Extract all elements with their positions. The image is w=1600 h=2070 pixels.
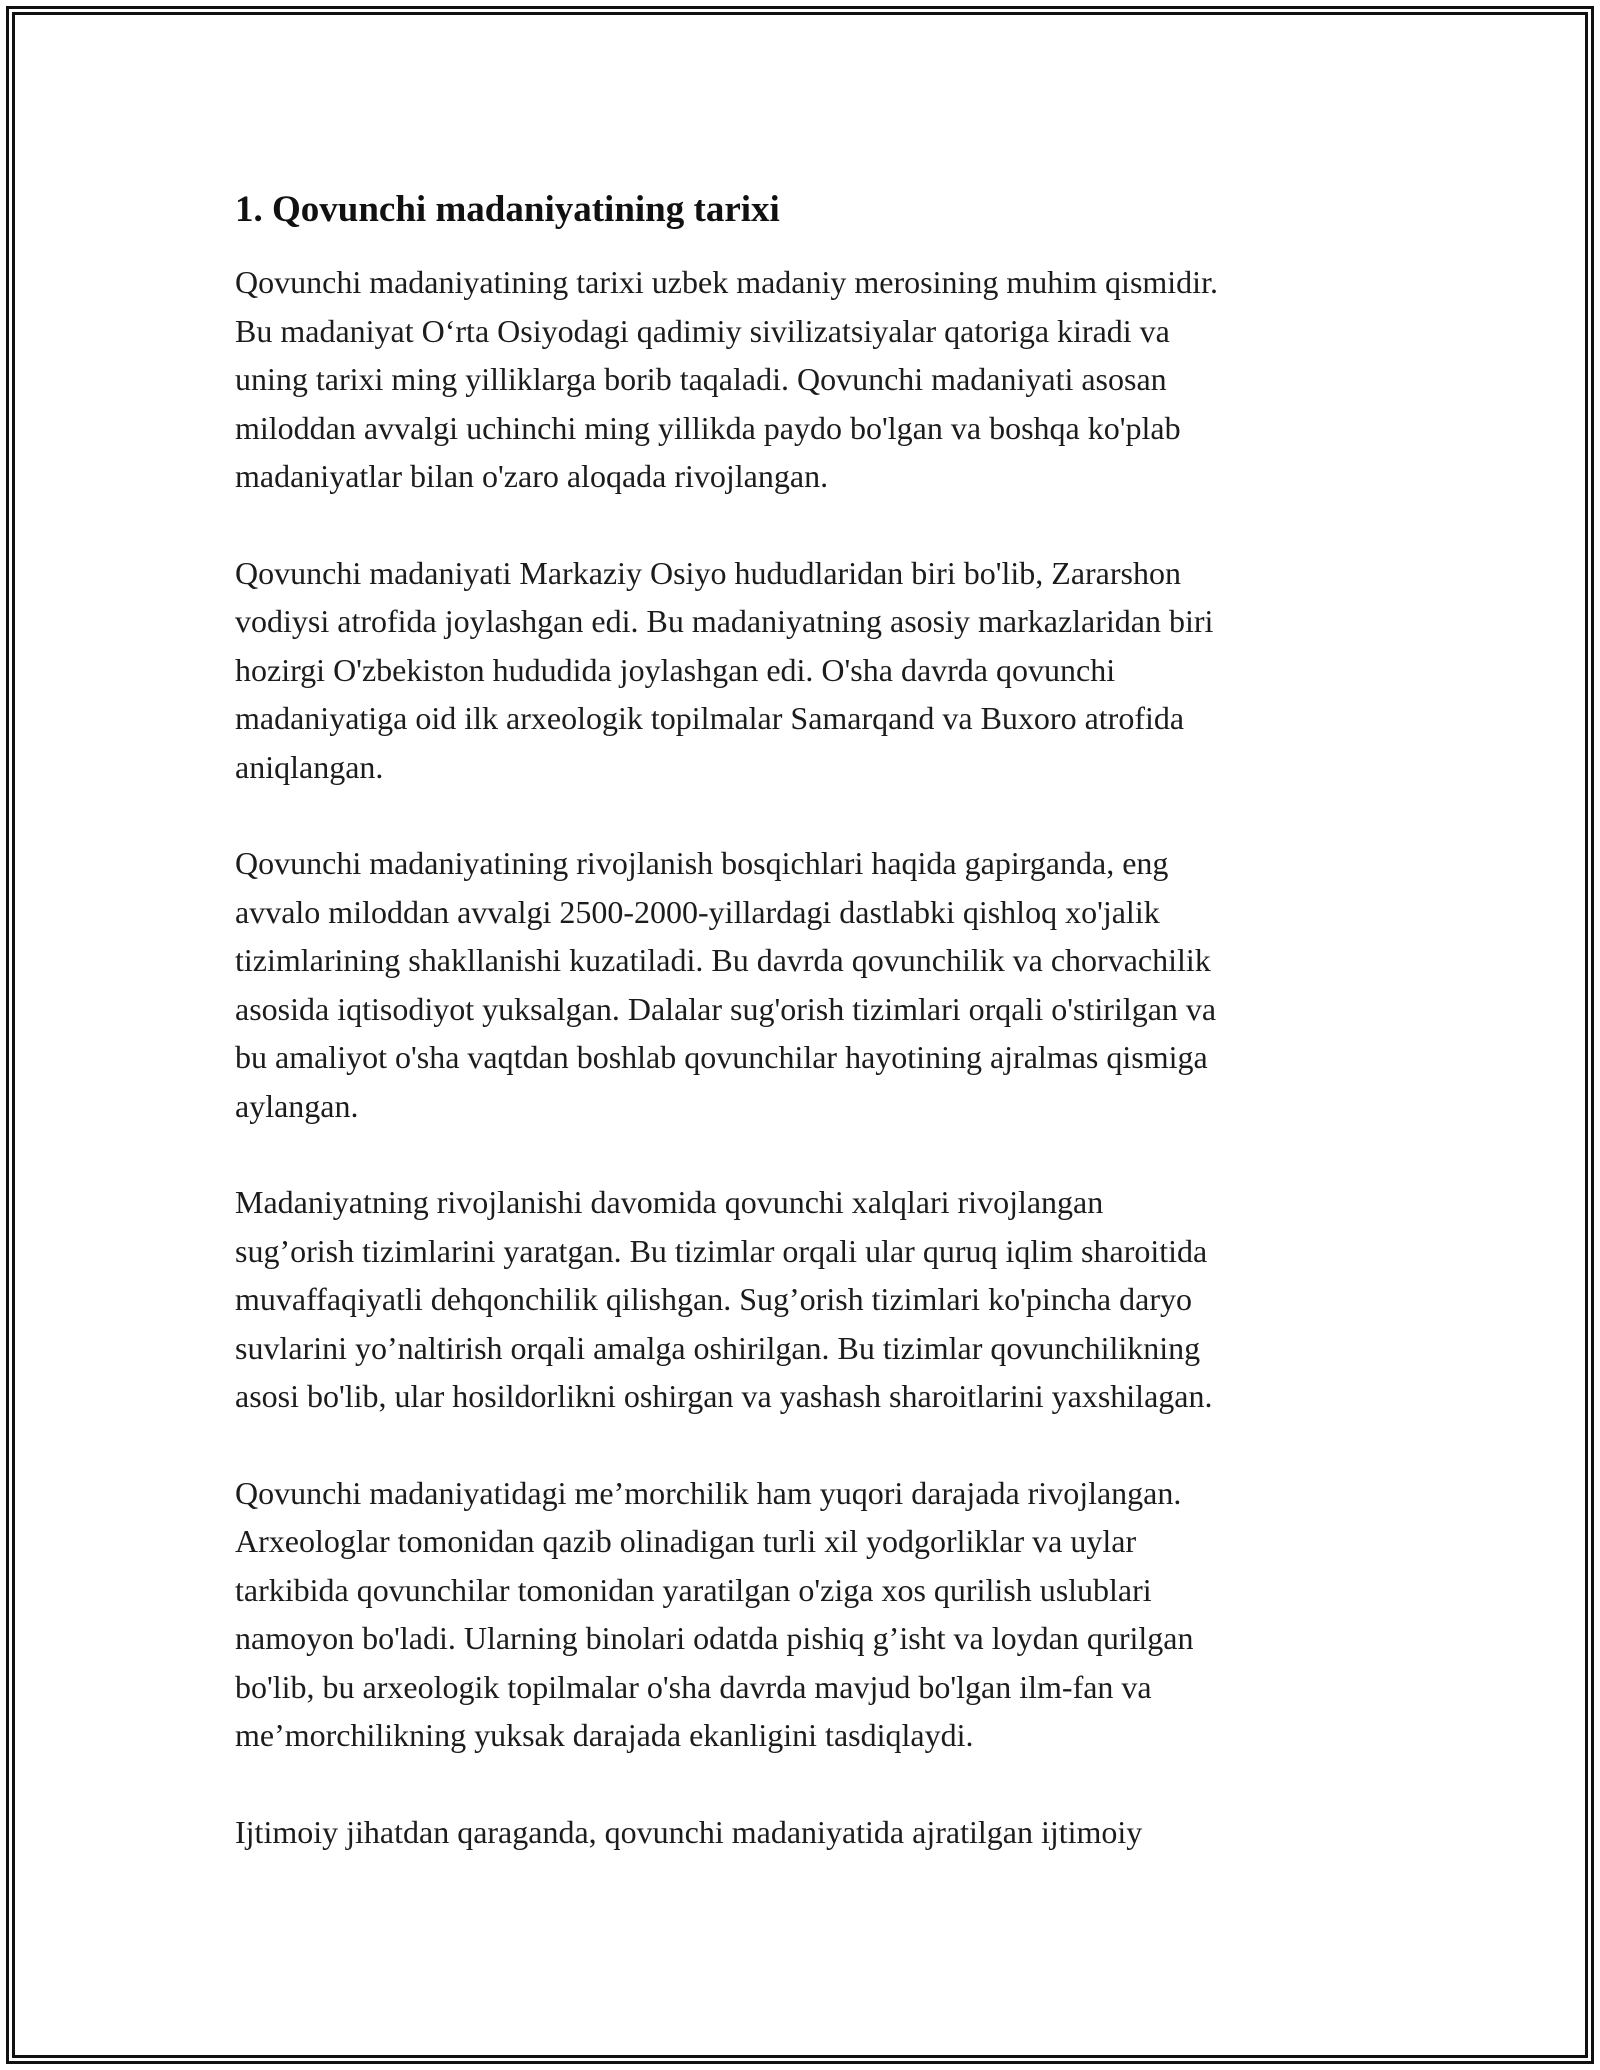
paragraph-1 — [235, 258, 1385, 501]
paragraph-4 — [235, 1178, 1385, 1421]
paragraph-line: vodiysi atrofida joylashgan edi. Bu madaniyatning asosiy markazlaridan biri — [235, 603, 1214, 639]
paragraph-line: avvalo miloddan avvalgi 2500-2000-yillardagi dastlabki qishloq xo'jalik — [235, 893, 1160, 930]
paragraph-line: Ijtimoiy jihatdan qaraganda, qovunchi madaniyatida ajratilgan ijtimoiy — [235, 1813, 1143, 1850]
paragraph-6 — [235, 1808, 1385, 1857]
paragraph-line: suvlarini yo’naltirish orqali amalga oshirilgan. Bu tizimlar qovunchilikning — [235, 1329, 1201, 1366]
paragraph-line: aylangan. — [235, 1087, 359, 1124]
paragraph-line: miloddan avvalgi uchinchi ming yillikda paydo bo'lgan va boshqa ko'plab — [235, 409, 1181, 446]
paragraph-line: hozirgi O'zbekiston hududida joylashgan edi. O'sha davrda qovunchi — [235, 651, 1116, 688]
paragraph-line: Bu madaniyat O‘rta Osiyodagi qadimiy sivilizatsiyalar qatoriga kiradi va — [235, 312, 1170, 349]
paragraph-line: asosi bo'lib, ular hosildorlikni oshirgan va yashash sharoitlarini yaxshilagan. — [235, 1378, 1213, 1414]
paragraph-line: tizimlarining shakllanishi kuzatiladi. Bu davrda qovunchilik va chorvachilik — [235, 942, 1211, 978]
paragraph-line: Qovunchi madaniyatining tarixi uzbek madaniy merosining muhim qismidir. — [235, 264, 1218, 300]
paragraph-2 — [235, 549, 1385, 792]
paragraph-line: Qovunchi madaniyati Markaziy Osiyo hududlaridan biri bo'lib, Zararshon — [235, 554, 1181, 591]
section-heading: 1. Qovunchi madaniyatining tarixi — [235, 189, 780, 230]
paragraph-line: asosida iqtisodiyot yuksalgan. Dalalar sug'orish tizimlari orqali o'stirilgan va — [235, 990, 1217, 1027]
paragraph-line: madaniyatlar bilan o'zaro aloqada rivojlangan. — [235, 458, 829, 494]
paragraph-line: Qovunchi madaniyatidagi me’morchilik ham yuqori darajada rivojlangan. — [235, 1474, 1182, 1511]
paragraph-5 — [235, 1469, 1385, 1760]
paragraph-line: aniqlangan. — [235, 748, 384, 785]
paragraph-line: tarkibida qovunchilar tomonidan yaratilgan o'ziga xos qurilish uslublari — [235, 1571, 1152, 1608]
paragraph-line: Arxeologlar tomonidan qazib olinadigan turli xil yodgorliklar va uylar — [235, 1523, 1137, 1559]
paragraph-line: uning tarixi ming yilliklarga borib taqaladi. Qovunchi madaniyati asosan — [235, 361, 1167, 397]
paragraph-line: bo'lib, bu arxeologik topilmalar o'sha davrda mavjud bo'lgan ilm-fan va — [235, 1668, 1152, 1705]
paragraph-line: sug’orish tizimlarini yaratgan. Bu tizimlar orqali ular quruq iqlim sharoitida — [235, 1232, 1208, 1269]
paragraph-line: namoyon bo'ladi. Ularning binolari odatda pishiq g’isht va loydan qurilgan — [235, 1620, 1194, 1656]
paragraph-line: madaniyatiga oid ilk arxeologik topilmalar Samarqand va Buxoro atrofida — [235, 700, 1185, 736]
paragraph-line: bu amaliyot o'sha vaqtdan boshlab qovunchilar hayotining ajralmas qismiga — [235, 1039, 1208, 1075]
paragraph-3 — [235, 839, 1385, 1130]
paragraph-line: muvaffaqiyatli dehqonchilik qilishgan. Sug’orish tizimlari ko'pincha daryo — [235, 1281, 1192, 1317]
paragraph-line: Madaniyatning rivojlanishi davomida qovunchi xalqlari rivojlangan — [235, 1184, 1104, 1220]
paragraph-line: me’morchilikning yuksak darajada ekanligini tasdiqlaydi. — [235, 1717, 974, 1753]
document-body — [235, 186, 1385, 1904]
paragraph-line: Qovunchi madaniyatining rivojlanish bosqichlari haqida gapirganda, eng — [235, 845, 1169, 881]
